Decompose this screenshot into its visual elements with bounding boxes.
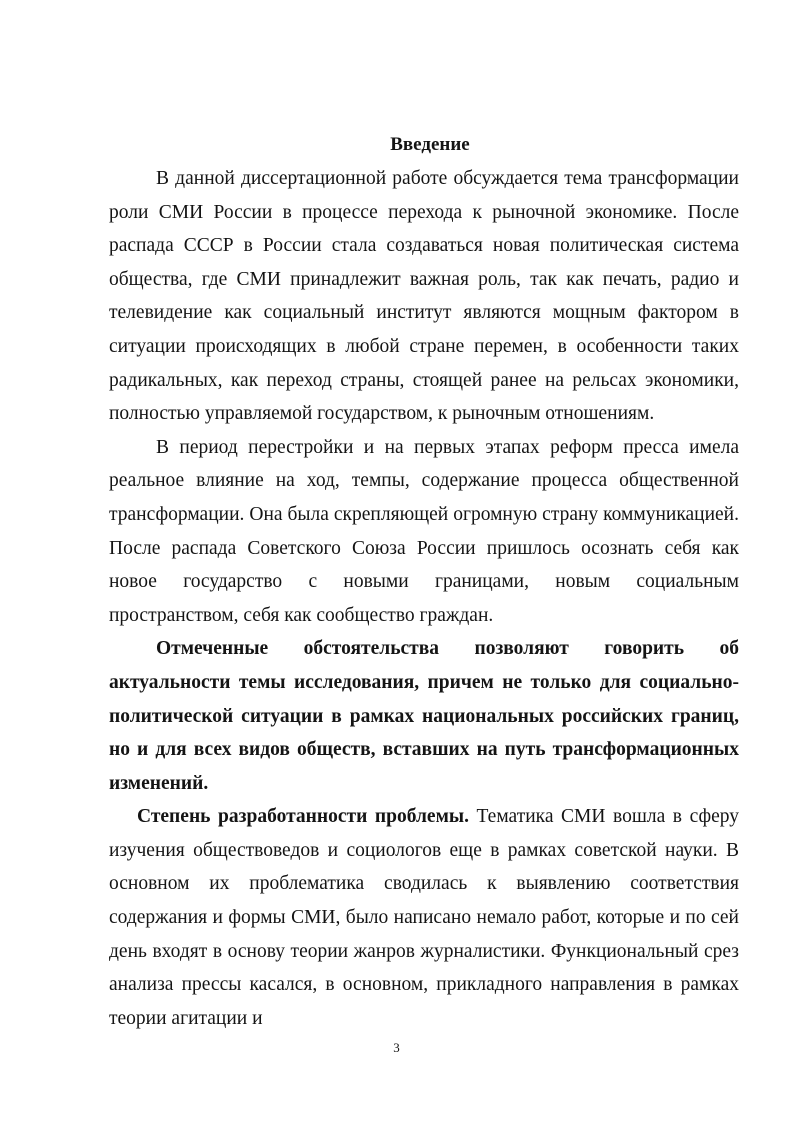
paragraph-perestroika: В период перестройки и на первых этапах реформ пресса имела реальное влияние на ход, темпы, содержание процесса общественной трансформации. Она была скрепляющей огромную страну коммуникацией. После распада Советского Союза России пришлось осознать себя как новое государство с новыми границами, новым социальным пространством, себя как сообщество граждан. bbox=[109, 436, 739, 626]
paragraph-problem-development bbox=[109, 800, 739, 1035]
paragraph-intro: В данной диссертационной работе обсуждается тема трансформации роли СМИ России в процессе перехода к рыночной экономике. После распада СССР в России стала создаваться новая политическая система общества, где СМИ принадлежит важная роль, так как печать, радио и телевидение как социальный институт являются мощным фактором в ситуации происходящих в любой стране перемен, в особенности таких радикальных, как переход страны, стоящей ранее на рельсах экономики, полностью управляемой государством, к рыночным отношениям. bbox=[109, 168, 739, 425]
page-number: 3 bbox=[393, 1040, 400, 1055]
page-body bbox=[109, 128, 739, 1035]
section-lead-heading: Степень разработанности проблемы. bbox=[137, 806, 469, 828]
page-title: Введение bbox=[390, 134, 470, 155]
paragraph-relevance: Отмеченные обстоятельства позволяют говорить об актуальности темы исследования, причем не только для социально-политической ситуации в рамках национальных российских границ, но и для всех видов обществ, вставших на путь трансформационных изменений. bbox=[109, 638, 739, 794]
section-lead-text: Тематика СМИ вошла в сферу изучения обществоведов и социологов еще в рамках советской науки. В основном их проблематика сводилась к выявлению соответствия содержания и формы СМИ, было написано немало работ, которые и по сей день входят в основу теории жанров журналистики. Функциональный срез анализа прессы касался, в основном, прикладного направления в рамках теории агитации и bbox=[109, 806, 739, 1029]
